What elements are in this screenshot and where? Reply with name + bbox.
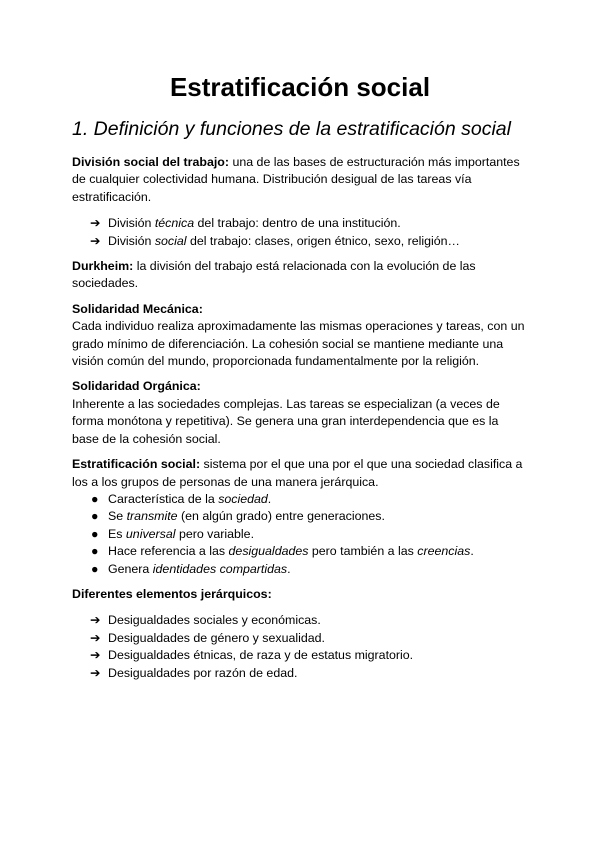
- estratificacion-list: [72, 491, 528, 578]
- document-title: Estratificación social: [169, 72, 431, 102]
- durkheim-label: Durkheim:: [72, 259, 134, 274]
- estratificacion-paragraph: [72, 456, 528, 491]
- arrow-icon: ➔: [90, 630, 101, 645]
- list-item: ➔ Desigualdades étnicas, de raza y de estatus migratorio.: [72, 647, 528, 664]
- list-item: ● Característica de la sociedad.: [72, 491, 528, 508]
- bullet-icon: ●: [91, 544, 99, 559]
- division-label: División social del trabajo:: [72, 155, 229, 169]
- list-item: ➔ División social del trabajo: clases, origen étnico, sexo, religión…: [72, 233, 528, 250]
- arrow-icon: ➔: [90, 648, 101, 663]
- durkheim-paragraph: [72, 258, 528, 293]
- bullet-icon: ●: [91, 561, 99, 576]
- list-item: ➔ División técnica del trabajo: dentro de una institución.: [72, 215, 528, 232]
- list-item: ● Es universal pero variable.: [72, 526, 528, 543]
- bullet-icon: ●: [91, 509, 99, 524]
- arrow-icon: ➔: [90, 613, 101, 628]
- list-item: ➔ Desigualdades sociales y económicas.: [72, 612, 528, 629]
- mecanica-text: Cada individuo realiza aproximadamente las mismas operaciones y tareas, con un grado mínimo de diferenciación. La cohesión social se mantiene mediante una visión común del mundo, proporcionada fundamentalmente por la religión.: [72, 319, 525, 369]
- organica-heading: Solidaridad Orgánica:: [72, 379, 201, 394]
- bullet-icon: ●: [91, 526, 99, 541]
- organica-text: Inherente a las sociedades complejas. Las tareas se especializan (a veces de forma monótona y repetitiva). Se genera una gran interdependencia que es la base de la cohesión social.: [72, 396, 500, 446]
- list-item: ● Se transmite (en algún grado) entre generaciones.: [72, 508, 528, 525]
- section-heading: 1. Definición y funciones de la estratificación social: [72, 118, 511, 140]
- elementos-list: [72, 612, 528, 682]
- arrow-icon: ➔: [90, 665, 101, 680]
- bullet-icon: ●: [91, 491, 99, 506]
- list-item: ● Genera identidades compartidas.: [72, 561, 528, 578]
- arrow-icon: ➔: [90, 216, 101, 231]
- division-list: [72, 215, 528, 250]
- elementos-heading: Diferentes elementos jerárquicos:: [72, 586, 272, 601]
- division-paragraph: [72, 154, 528, 206]
- mecanica-heading: Solidaridad Mecánica:: [72, 301, 203, 316]
- division-text: una de las bases de estructuración más importantes de cualquier colectividad humana. Distribución desigual de las tareas vía estratificación.: [72, 155, 520, 204]
- arrow-icon: ➔: [90, 233, 101, 248]
- estratificacion-text: sistema por el que una por el que una sociedad clasifica a los a los grupos de personas de una manera jerárquica.: [72, 457, 523, 489]
- list-item: ● Hace referencia a las desigualdades pero también a las creencias.: [72, 543, 528, 560]
- list-item: ➔ Desigualdades de género y sexualidad.: [72, 630, 528, 647]
- durkheim-text: la división del trabajo está relacionada con la evolución de las sociedades.: [72, 259, 476, 291]
- estratificacion-label: Estratificación social:: [72, 457, 201, 472]
- list-item: ➔ Desigualdades por razón de edad.: [72, 665, 528, 682]
